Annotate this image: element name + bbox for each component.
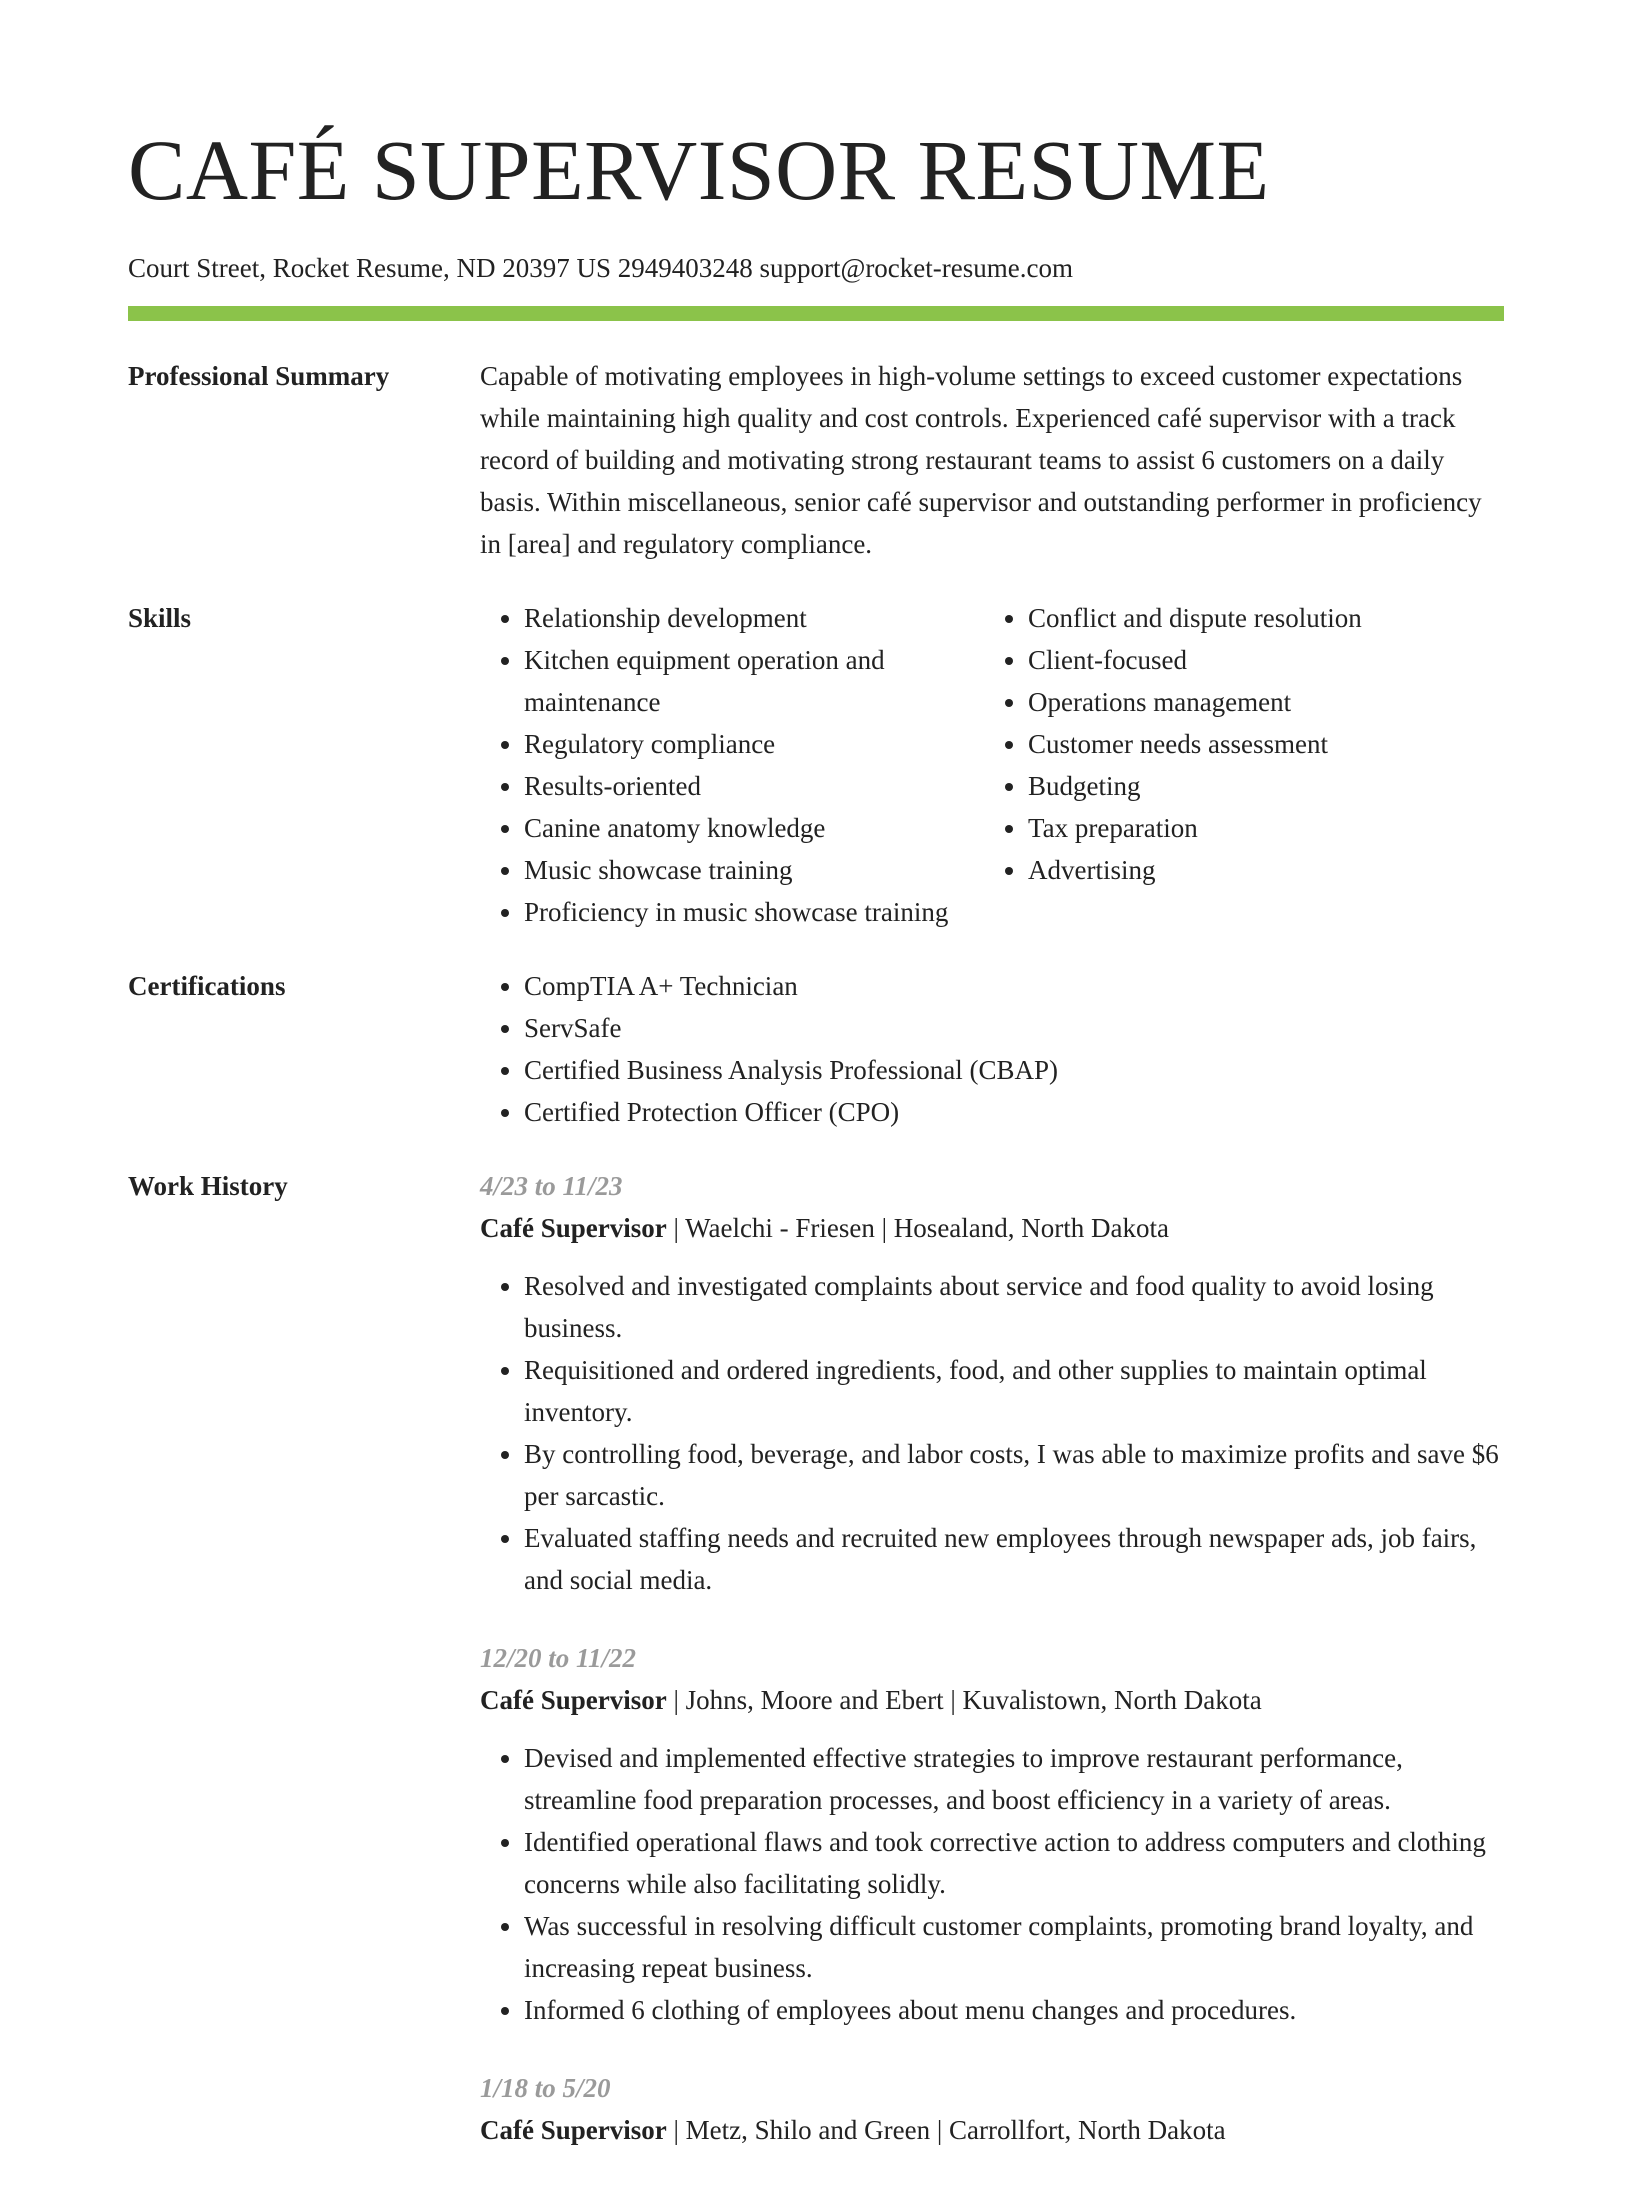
certifications-heading: Certifications [128,971,286,1001]
job-dates: 1/18 to 5/20 [480,2073,611,2103]
job-bullet: • Resolved and investigated complaints about service and food quality to avoid losing business. [524,1265,1504,1349]
job-employer-location: | Metz, Shilo and Green | Carrollfort, North Dakota [666,2115,1226,2145]
skill-item: • Operations management [1028,681,1504,723]
job-title-line [480,2109,1504,2151]
job-bullet: • Evaluated staffing needs and recruited new employees through newspaper ads, job fairs, and social media. [524,1517,1504,1601]
job-bullet: • Requisitioned and ordered ingredients, food, and other supplies to maintain optimal inventory. [524,1349,1504,1433]
skill-item: • Advertising [1028,849,1504,891]
skill-item: • Budgeting [1028,765,1504,807]
skill-item: • Regulatory compliance [524,723,984,765]
contact-line: Court Street, Rocket Resume, ND 20397 US 2949403248 support@rocket-resume.com [128,253,1073,283]
job-entry [480,2067,1504,2151]
job-title: Café Supervisor [480,2115,667,2145]
job-bullet: • Informed 6 clothing of employees about menu changes and procedures. [524,1989,1504,2031]
work-history-heading: Work History [128,1171,288,1201]
job-entry [480,1637,1504,2031]
job-title-line [480,1679,1504,1721]
summary-section [128,355,1504,565]
skill-item: • Conflict and dispute resolution [1028,597,1504,639]
skills-list-left [480,597,984,933]
job-entry [480,1165,1504,1601]
certification-item: • Certified Protection Officer (CPO) [524,1091,1504,1133]
skill-item: • Music showcase training [524,849,984,891]
accent-divider [128,306,1504,321]
job-bullet: • Was successful in resolving difficult customer complaints, promoting brand loyalty, and increasing repeat business. [524,1905,1504,1989]
certifications-list [480,965,1504,1133]
job-bullet: • By controlling food, beverage, and labor costs, I was able to maximize profits and save $6 per sarcastic. [524,1433,1504,1517]
skill-item: • Client-focused [1028,639,1504,681]
job-bullets [480,1265,1504,1601]
skill-item: • Canine anatomy knowledge [524,807,984,849]
job-dates: 12/20 to 11/22 [480,1643,637,1673]
summary-text: Capable of motivating employees in high-volume settings to exceed customer expectations while maintaining high quality and cost controls. Experienced café supervisor with a track record of building and motivating strong restaurant teams to assist 6 customers on a daily basis. Within miscellaneous, senior café supervisor and outstanding performer in proficiency in [area] and regulatory compliance. [480,361,1482,559]
certification-item: • CompTIA A+ Technician [524,965,1504,1007]
job-bullets [480,1737,1504,2031]
job-employer-location: | Waelchi - Friesen | Hosealand, North Dakota [666,1213,1169,1243]
job-title: Café Supervisor [480,1213,667,1243]
certification-item: • Certified Business Analysis Professional (CBAP) [524,1049,1504,1091]
skill-item: • Tax preparation [1028,807,1504,849]
job-bullet: • Identified operational flaws and took corrective action to address computers and clothing concerns while also facilitating solidly. [524,1821,1504,1905]
job-title-line [480,1207,1504,1249]
job-dates: 4/23 to 11/23 [480,1171,623,1201]
summary-heading: Professional Summary [128,361,390,391]
job-title: Café Supervisor [480,1685,667,1715]
skills-list-right [984,597,1504,891]
skills-section [128,597,1504,933]
skills-heading: Skills [128,603,192,633]
resume-title: CAFÉ SUPERVISOR RESUME [128,122,1270,218]
skill-item: • Customer needs assessment [1028,723,1504,765]
job-employer-location: | Johns, Moore and Ebert | Kuvalistown, North Dakota [666,1685,1262,1715]
skill-item: • Relationship development [524,597,984,639]
skill-item: • Results-oriented [524,765,984,807]
skill-item: • Kitchen equipment operation and maintenance [524,639,984,723]
certification-item: • ServSafe [524,1007,1504,1049]
certifications-section [128,965,1504,1133]
skill-item: • Proficiency in music showcase training [524,891,984,933]
work-history-section [128,1165,1504,2187]
job-bullet: • Devised and implemented effective strategies to improve restaurant performance, streamline food preparation processes, and boost efficiency in a variety of areas. [524,1737,1504,1821]
